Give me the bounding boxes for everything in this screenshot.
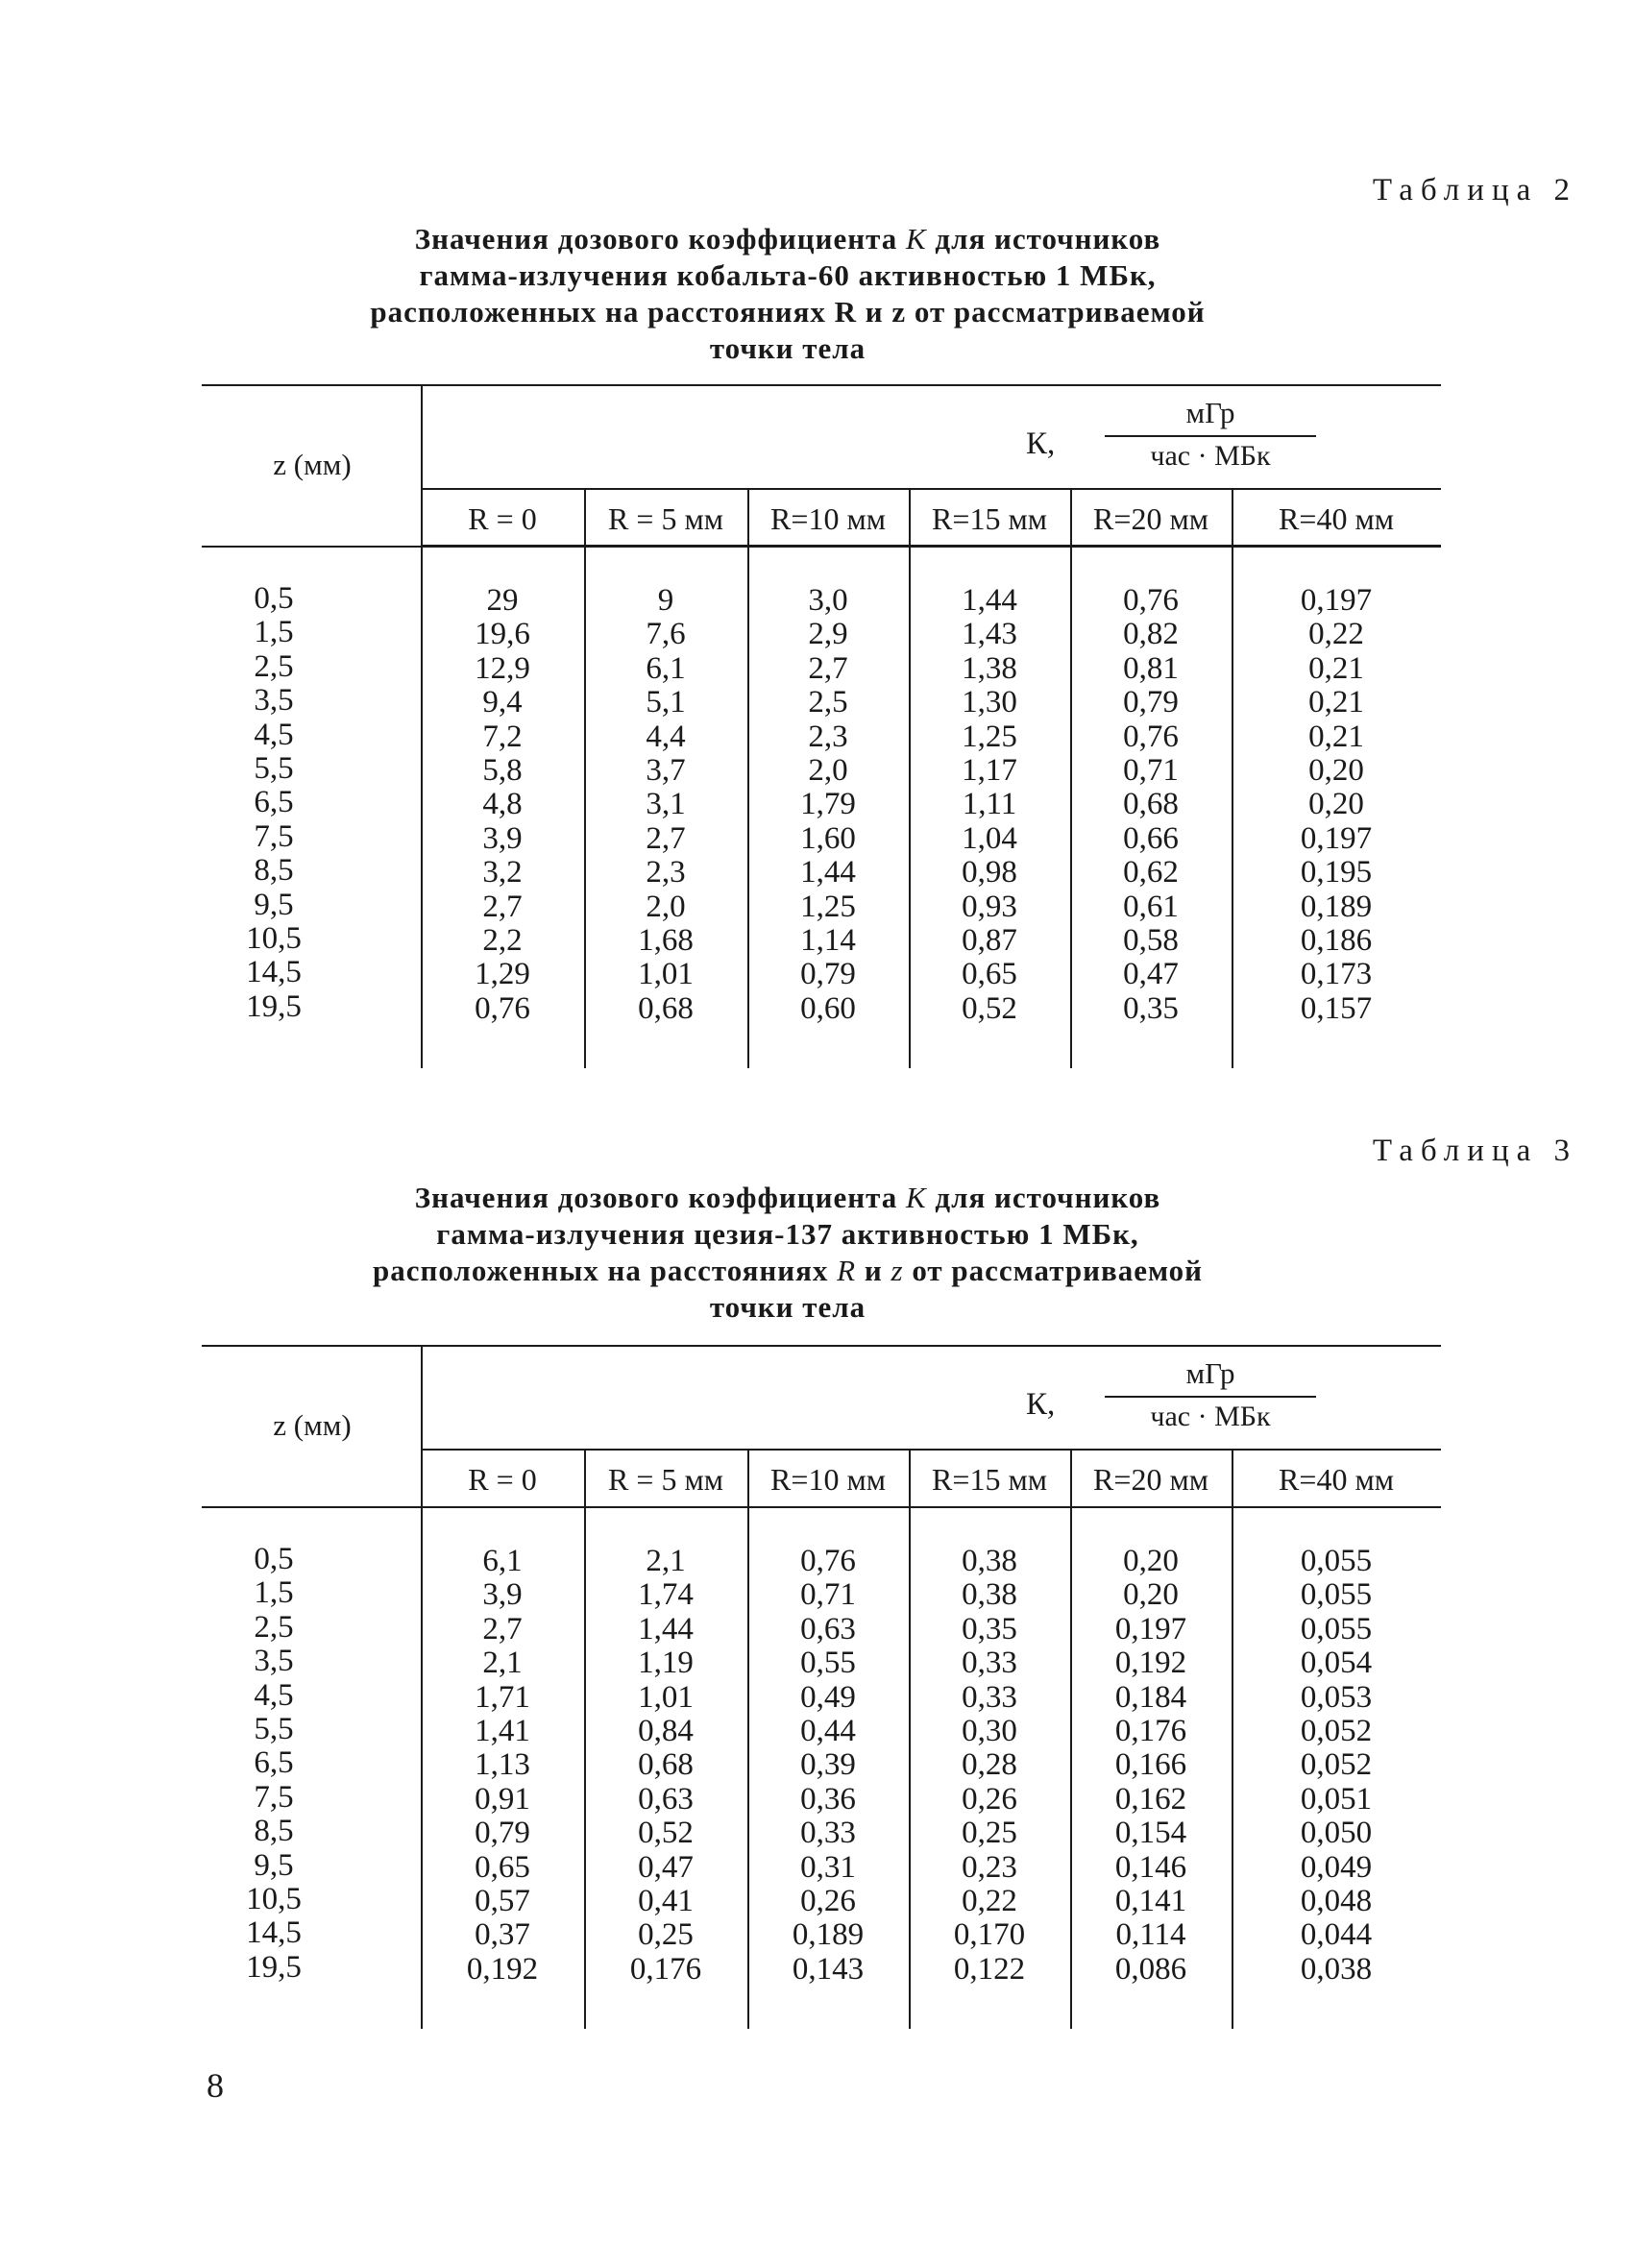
k-value-cell: 0,60 (800, 990, 856, 1026)
k-value-cell: 0,176 (629, 1951, 702, 1987)
k-value-cell: 0,68 (638, 990, 694, 1026)
dose-table-cesium: z (мм) К, мГр час · МБк R = 0 R = 5 мм R=10 мм R=15 мм R=20 мм R=40 мм 0,5 1,5 2,5 3,5 4,5 5,5 6,5 7,5 8,5 9,5 10,5 14,5 19,5 6,1 3,9 2,7 2,1 1,71 1,41 1,13 0,91 0,79 0,65 0,57 0,37 0,192 2,1 1,74 1,44 1,19 1,01 0,84 0,68 0,63 0,52 0,47 0,41 0,25 0,176 0,76 0,71 0,63 0,55 0,49 0,44 0,39 0,36 0,33 0,31 0,26 0,189 0,143 0,38 0,38 0,35 0,33 0,33 0,30 0,28 0,26 0,25 0,23 0,22 0,170 0,122 0,20 0,20 0,197 0,192 0,184 0,176 0,166 0,162 0,154 0,146 0,141 0,114 0,086 0,055 0,055 0,055 0,054 0,053 0,052 0,052 0,051 0,050 0,049 0,048 0,044 0,038 (202, 1345, 1441, 2036)
k-value-cell: 0,114 (1115, 1917, 1186, 1953)
k-value-cell: 1,01 (638, 957, 694, 992)
k-value-cell: 0,79 (1123, 685, 1179, 720)
k-value-cell: 0,192 (466, 1951, 539, 1987)
k-value-cell: 1,68 (638, 922, 694, 958)
k-value-cell: 0,98 (962, 855, 1017, 890)
k-value-cell: 2,3 (808, 719, 848, 754)
k-value-cell: 2,5 (808, 685, 848, 720)
z-value-cell: 2,5 (254, 1609, 294, 1645)
k-value-cell: 1,38 (962, 650, 1017, 686)
z-value-cell: 6,5 (254, 1745, 294, 1781)
k-value-cell: 0,38 (962, 1544, 1017, 1578)
z-value-cell: 5,5 (254, 750, 294, 786)
k-value-cell: 0,044 (1300, 1917, 1373, 1953)
z-values-column (202, 582, 346, 1024)
k-value-cell: 0,79 (800, 957, 856, 992)
z-value-cell: 6,5 (254, 785, 294, 820)
k-value-cell: 4,8 (482, 787, 523, 822)
k-value-cell: 0,35 (962, 1611, 1017, 1646)
k-value-cell: 7,2 (482, 719, 523, 754)
k-value-cell: 0,38 (962, 1577, 1017, 1613)
k-value-cell: 0,170 (953, 1917, 1026, 1953)
k-value-cell: 0,33 (962, 1679, 1017, 1715)
k-value-cell: 0,30 (962, 1713, 1017, 1748)
k-value-cell: 0,20 (1308, 787, 1364, 822)
k-value-cell: 2,3 (646, 855, 686, 890)
z-value-cell: 14,5 (246, 1915, 302, 1951)
z-value-cell: 0,5 (254, 581, 294, 616)
k-value-cell: 0,26 (962, 1781, 1017, 1817)
z-value-cell: 8,5 (254, 853, 294, 889)
k-value-cell: 0,154 (1114, 1816, 1187, 1851)
r-column-header: R = 0 (468, 501, 537, 536)
k-value-cell: 7,6 (646, 617, 686, 652)
k-value-cell: 0,055 (1300, 1544, 1373, 1578)
k-value-cell: 0,26 (800, 1883, 856, 1918)
k-value-cell: 0,197 (1300, 820, 1373, 856)
k-value-cell: 9,4 (482, 685, 523, 720)
k-value-cell: 3,9 (482, 1577, 523, 1613)
k-value-cell: 0,21 (1308, 650, 1364, 686)
r-column-header: R=20 мм (1093, 1462, 1208, 1497)
k-value-cell: 0,33 (800, 1816, 856, 1851)
k-value-cell: 0,176 (1114, 1713, 1187, 1748)
z-values-column (202, 1543, 346, 1985)
k-value-cell: 0,55 (800, 1646, 856, 1681)
k-value-cell: 5,8 (482, 752, 523, 788)
k-value-cell: 0,055 (1300, 1577, 1373, 1613)
k-value-cell: 1,13 (475, 1747, 530, 1783)
k-value-cell: 0,050 (1300, 1816, 1373, 1851)
k-value-cell: 2,7 (482, 1611, 523, 1646)
k-value-cell: 0,038 (1300, 1951, 1373, 1987)
k-value-cell: 0,189 (1300, 889, 1373, 924)
z-value-cell: 2,5 (254, 648, 294, 684)
k-value-cell: 0,23 (962, 1849, 1017, 1885)
k-value-cell: 5,1 (646, 685, 686, 720)
k-value-cell: 0,055 (1300, 1611, 1373, 1646)
k-value-cell: 3,9 (482, 820, 523, 856)
r-column-header: R = 0 (468, 1462, 537, 1497)
k-value-cell: 0,37 (475, 1917, 530, 1953)
z-value-cell: 8,5 (254, 1814, 294, 1849)
z-value-cell: 7,5 (254, 818, 294, 854)
z-value-cell: 4,5 (254, 717, 294, 752)
k-value-cell: 0,79 (475, 1816, 530, 1851)
k-value-cell: 0,93 (962, 889, 1017, 924)
k-value-cell: 0,22 (962, 1883, 1017, 1918)
k-value-cell: 0,052 (1300, 1747, 1373, 1783)
z-value-cell: 3,5 (254, 1644, 294, 1679)
k-value-cell: 0,21 (1308, 719, 1364, 754)
k-values-column (909, 1545, 1070, 1987)
k-value-cell: 0,143 (792, 1951, 865, 1987)
k-value-cell: 0,49 (800, 1679, 856, 1715)
k-value-cell: 0,65 (475, 1849, 530, 1885)
k-value-cell: 2,7 (482, 889, 523, 924)
k-values-column (747, 1545, 909, 1987)
k-value-cell: 1,30 (962, 685, 1017, 720)
k-value-cell: 0,62 (1123, 855, 1179, 890)
r-column-header: R = 5 мм (608, 501, 723, 536)
k-value-cell: 12,9 (475, 650, 530, 686)
k-value-cell: 1,17 (962, 752, 1017, 788)
k-value-cell: 2,9 (808, 617, 848, 652)
k-values-column (584, 1545, 747, 1987)
k-value-cell: 0,52 (638, 1816, 694, 1851)
k-value-cell: 1,29 (475, 957, 530, 992)
k-value-cell: 0,61 (1123, 889, 1179, 924)
k-values-column (909, 584, 1070, 1026)
k-value-cell: 0,184 (1114, 1679, 1187, 1715)
z-value-cell: 9,5 (254, 887, 294, 922)
k-value-cell: 0,20 (1123, 1544, 1179, 1578)
r-column-header: R=10 мм (770, 501, 886, 536)
k-value-cell: 1,25 (962, 719, 1017, 754)
k-value-cell: 0,58 (1123, 922, 1179, 958)
k-value-cell: 0,68 (638, 1747, 694, 1783)
k-value-cell: 0,052 (1300, 1713, 1373, 1748)
k-value-cell: 0,25 (638, 1917, 694, 1953)
k-value-cell: 1,44 (638, 1611, 694, 1646)
z-value-cell: 7,5 (254, 1779, 294, 1815)
k-value-cell: 0,173 (1300, 957, 1373, 992)
k-value-cell: 1,60 (800, 820, 856, 856)
k-value-cell: 0,63 (800, 1611, 856, 1646)
k-value-cell: 0,65 (962, 957, 1017, 992)
k-value-cell: 1,79 (800, 787, 856, 822)
k-value-cell: 0,84 (638, 1713, 694, 1748)
k-value-cell: 1,44 (962, 583, 1017, 618)
k-value-cell: 0,197 (1300, 583, 1373, 618)
k-value-cell: 0,33 (962, 1646, 1017, 1681)
z-column-header: z (мм) (273, 1408, 352, 1442)
z-value-cell: 4,5 (254, 1677, 294, 1713)
k-value-cell: 0,166 (1114, 1747, 1187, 1783)
k-value-cell: 2,0 (808, 752, 848, 788)
k-value-cell: 1,25 (800, 889, 856, 924)
z-value-cell: 1,5 (254, 615, 294, 650)
k-value-cell: 19,6 (475, 617, 530, 652)
k-value-cell: 0,57 (475, 1883, 530, 1918)
k-value-cell: 2,7 (646, 820, 686, 856)
k-value-cell: 1,14 (800, 922, 856, 958)
k-value-cell: 0,71 (800, 1577, 856, 1613)
k-value-cell: 0,21 (1308, 685, 1364, 720)
k-value-cell: 0,76 (475, 990, 530, 1026)
k-value-cell: 0,195 (1300, 855, 1373, 890)
z-value-cell: 1,5 (254, 1575, 294, 1611)
k-value-cell: 0,048 (1300, 1883, 1373, 1918)
z-value-cell: 10,5 (246, 1881, 302, 1916)
k-values-column (421, 584, 584, 1026)
r-column-header: R=40 мм (1279, 501, 1394, 536)
k-value-cell: 0,87 (962, 922, 1017, 958)
k-value-cell: 0,63 (638, 1781, 694, 1817)
table-title: Значения дозового коэффициента K для источников гамма-излучения кобальта-60 активностью 1 МБк, расположенных на расстояниях R и z от рассматриваемой точки тела (370, 222, 1206, 365)
k-values-column (584, 584, 747, 1026)
k-value-cell: 1,19 (638, 1646, 694, 1681)
k-value-cell: 29 (486, 583, 519, 618)
z-value-cell: 19,5 (246, 988, 302, 1024)
k-value-cell: 0,44 (800, 1713, 856, 1748)
k-value-cell: 0,146 (1114, 1849, 1187, 1885)
k-value-cell: 0,28 (962, 1747, 1017, 1783)
r-column-header: R=10 мм (770, 1462, 886, 1497)
k-value-cell: 1,74 (638, 1577, 694, 1613)
k-value-cell: 0,76 (1123, 583, 1179, 618)
table-title: Значения дозового коэффициента K для источников гамма-излучения цезия-137 активностью 1 МБк, расположенных на расстояниях R и z от рассматриваемой точки тела (372, 1181, 1204, 1324)
k-value-cell: 1,01 (638, 1679, 694, 1715)
k-value-cell: 0,25 (962, 1816, 1017, 1851)
k-value-cell: 2,1 (482, 1646, 523, 1681)
k-value-cell: 1,71 (475, 1679, 530, 1715)
k-value-cell: 0,81 (1123, 650, 1179, 686)
z-value-cell: 19,5 (246, 1949, 302, 1985)
k-value-cell: 0,41 (638, 1883, 694, 1918)
k-value-cell: 3,1 (646, 787, 686, 822)
k-value-cell: 0,157 (1300, 990, 1373, 1026)
k-value-cell: 1,43 (962, 617, 1017, 652)
k-value-cell: 3,2 (482, 855, 523, 890)
r-column-header: R = 5 мм (608, 1462, 723, 1497)
page-number: 8 (207, 2066, 224, 2105)
k-value-cell: 0,192 (1114, 1646, 1187, 1681)
k-value-cell: 2,0 (646, 889, 686, 924)
k-value-cell: 0,39 (800, 1747, 856, 1783)
k-values-column (1232, 584, 1441, 1026)
k-value-cell: 3,7 (646, 752, 686, 788)
k-values-column (1232, 1545, 1441, 1987)
z-value-cell: 3,5 (254, 683, 294, 719)
k-value-cell: 4,4 (646, 719, 686, 754)
z-value-cell: 5,5 (254, 1711, 294, 1746)
k-value-cell: 0,47 (1123, 957, 1179, 992)
r-column-header: R=40 мм (1279, 1462, 1394, 1497)
k-value-cell: 0,20 (1308, 752, 1364, 788)
k-values-column (1070, 584, 1232, 1026)
k-value-cell: 1,04 (962, 820, 1017, 856)
z-value-cell: 0,5 (254, 1542, 294, 1576)
k-value-cell: 0,66 (1123, 820, 1179, 856)
k-value-cell: 0,35 (1123, 990, 1179, 1026)
r-column-header: R=15 мм (932, 1462, 1047, 1497)
k-value-cell: 0,22 (1308, 617, 1364, 652)
k-value-cell: 0,189 (792, 1917, 865, 1953)
k-value-cell: 9 (657, 583, 674, 618)
k-value-cell: 0,82 (1123, 617, 1179, 652)
k-value-cell: 0,36 (800, 1781, 856, 1817)
z-value-cell: 10,5 (246, 920, 302, 956)
k-values-column (747, 584, 909, 1026)
k-value-cell: 2,1 (646, 1544, 686, 1578)
k-value-cell: 0,47 (638, 1849, 694, 1885)
k-value-cell: 0,086 (1114, 1951, 1187, 1987)
k-value-cell: 1,44 (800, 855, 856, 890)
k-value-cell: 0,049 (1300, 1849, 1373, 1885)
k-value-cell: 1,41 (475, 1713, 530, 1748)
k-value-cell: 0,053 (1300, 1679, 1373, 1715)
k-value-cell: 0,20 (1123, 1577, 1179, 1613)
table-label: Таблица 2 (1372, 173, 1577, 207)
k-value-cell: 0,31 (800, 1849, 856, 1885)
k-value-cell: 0,52 (962, 990, 1017, 1026)
k-value-cell: 0,122 (953, 1951, 1026, 1987)
k-value-cell: 0,68 (1123, 787, 1179, 822)
table-label: Таблица 3 (1372, 1134, 1577, 1168)
dose-table-cobalt: z (мм) К, мГр час · МБк R = 0 R = 5 мм R=10 мм R=15 мм R=20 мм R=40 мм 0,5 1,5 2,5 3,5 4,5 5,5 6,5 7,5 8,5 9,5 10,5 14,5 19,5 29 19,6 12,9 9,4 7,2 5,8 4,8 3,9 3,2 2,7 2,2 1,29 0,76 9 7,6 6,1 5,1 4,4 3,7 3,1 2,7 2,3 2,0 1,68 1,01 0,68 3,0 2,9 2,7 2,5 2,3 2,0 1,79 1,60 1,44 1,25 1,14 0,79 0,60 1,44 1,43 1,38 1,30 1,25 1,17 1,11 1,04 0,98 0,93 0,87 0,65 0,52 0,76 0,82 0,81 0,79 0,76 0,71 0,68 0,66 0,62 0,61 0,58 0,47 0,35 0,197 0,22 0,21 0,21 0,21 0,20 0,20 0,197 0,195 0,189 0,186 0,173 0,157 (202, 384, 1441, 1076)
r-column-header: R=15 мм (932, 501, 1047, 536)
r-column-header: R=20 мм (1093, 501, 1208, 536)
k-value-cell: 0,71 (1123, 752, 1179, 788)
k-value-cell: 0,91 (475, 1781, 530, 1817)
k-value-cell: 0,051 (1300, 1781, 1373, 1817)
z-value-cell: 14,5 (246, 955, 302, 990)
z-value-cell: 9,5 (254, 1847, 294, 1883)
k-value-cell: 0,76 (1123, 719, 1179, 754)
z-column-header: z (мм) (273, 448, 352, 481)
k-values-column (421, 1545, 584, 1987)
k-value-cell: 6,1 (646, 650, 686, 686)
k-value-cell: 1,11 (962, 787, 1017, 822)
k-value-cell: 2,7 (808, 650, 848, 686)
k-values-column (1070, 1545, 1232, 1987)
k-value-cell: 0,141 (1114, 1883, 1187, 1918)
k-value-cell: 0,197 (1114, 1611, 1187, 1646)
k-value-cell: 6,1 (482, 1544, 523, 1578)
k-value-cell: 2,2 (482, 922, 523, 958)
k-value-cell: 3,0 (808, 583, 848, 618)
k-value-cell: 0,186 (1300, 922, 1373, 958)
k-value-cell: 0,054 (1300, 1646, 1373, 1681)
k-value-cell: 0,76 (800, 1544, 856, 1578)
k-value-cell: 0,162 (1114, 1781, 1187, 1817)
